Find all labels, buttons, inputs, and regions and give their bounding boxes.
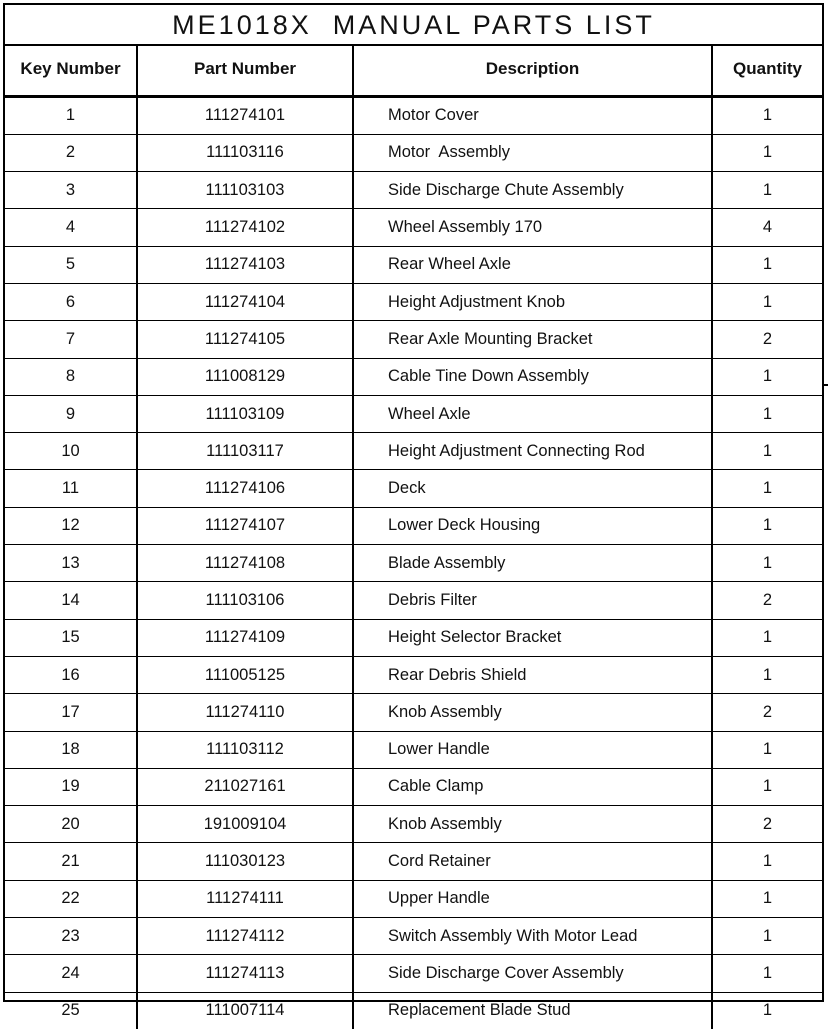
part-number-cell: 111008129 <box>137 358 353 395</box>
part-number-cell: 191009104 <box>137 806 353 843</box>
description-cell: Motor Cover <box>353 96 712 134</box>
part-number-cell: 111103117 <box>137 433 353 470</box>
key-number-cell: 25 <box>61 1001 80 1020</box>
part-number-cell: 111274105 <box>137 321 353 358</box>
key-number-cell: 15 <box>5 619 137 656</box>
table-row <box>5 358 822 395</box>
key-number-cell: 6 <box>5 283 137 320</box>
table-row <box>5 395 822 432</box>
key-number-cell: 23 <box>5 918 137 955</box>
key-number-cell: 1 <box>5 96 137 134</box>
table-row <box>5 806 822 843</box>
column-header-description: Description <box>353 46 712 96</box>
key-number-cell: 24 <box>5 955 137 992</box>
description-cell: Deck <box>353 470 712 507</box>
quantity-cell: 1 <box>712 134 822 171</box>
table-row <box>5 209 822 246</box>
description-cell: Knob Assembly <box>353 806 712 843</box>
key-number-cell: 17 <box>5 694 137 731</box>
table-row <box>5 656 822 693</box>
description-cell: Upper Handle <box>353 880 712 917</box>
quantity-cell: 1 <box>712 283 822 320</box>
quantity-cell: 4 <box>712 209 822 246</box>
table-row <box>5 880 822 917</box>
table-row <box>5 545 822 582</box>
quantity-cell: 1 <box>712 395 822 432</box>
part-number-cell: 111274106 <box>137 470 353 507</box>
key-number-cell: 19 <box>5 768 137 805</box>
description-cell: Switch Assembly With Motor Lead <box>353 918 712 955</box>
key-number-cell: 22 <box>5 880 137 917</box>
description-cell: Height Adjustment Connecting Rod <box>353 433 712 470</box>
part-number-cell: 111103103 <box>137 172 353 209</box>
part-number-cell: 111274102 <box>137 209 353 246</box>
quantity-cell: 1 <box>712 96 822 134</box>
table-row <box>5 96 822 134</box>
description-cell: Side Discharge Chute Assembly <box>353 172 712 209</box>
part-number-cell: 111274107 <box>137 507 353 544</box>
part-number-cell: 111103106 <box>137 582 353 619</box>
page-title: ME1018X MANUAL PARTS LIST <box>5 5 822 46</box>
key-number-cell: 20 <box>5 806 137 843</box>
quantity-cell: 1 <box>712 172 822 209</box>
description-cell: Motor Assembly <box>353 134 712 171</box>
description-cell: Height Selector Bracket <box>353 619 712 656</box>
table-row <box>5 768 822 805</box>
part-number-cell: 111274104 <box>137 283 353 320</box>
part-number-cell: 111274108 <box>137 545 353 582</box>
key-number-cell: 4 <box>5 209 137 246</box>
quantity-cell: 1 <box>712 358 822 395</box>
description-cell: Rear Debris Shield <box>353 656 712 693</box>
description-cell: Blade Assembly <box>353 545 712 582</box>
key-number-cell: 13 <box>5 545 137 582</box>
part-number-cell: 111030123 <box>137 843 353 880</box>
key-number-cell: 2 <box>5 134 137 171</box>
table-row <box>5 507 822 544</box>
part-number-cell: 111274113 <box>137 955 353 992</box>
part-number-cell: 111274111 <box>137 880 353 917</box>
description-cell: Debris Filter <box>353 582 712 619</box>
description-cell: Cable Clamp <box>353 768 712 805</box>
table-row <box>5 582 822 619</box>
table-row <box>5 731 822 768</box>
key-number-cell: 11 <box>5 470 137 507</box>
table-row <box>5 619 822 656</box>
table-row <box>5 470 822 507</box>
column-header-part-number: Part Number <box>137 46 353 96</box>
table-row <box>5 433 822 470</box>
description-cell: Replacement Blade Stud <box>353 992 712 1029</box>
key-number-cell: 3 <box>5 172 137 209</box>
edge-mark <box>824 384 828 386</box>
column-header-key-number: Key Number <box>5 46 137 96</box>
key-number-cell: 7 <box>5 321 137 358</box>
quantity-cell: 2 <box>712 321 822 358</box>
quantity-cell: 2 <box>712 806 822 843</box>
part-number-cell: 111103112 <box>137 731 353 768</box>
quantity-cell: 1 <box>712 992 822 1029</box>
key-number-cell: 12 <box>5 507 137 544</box>
part-number-cell: 111274110 <box>137 694 353 731</box>
key-number-cell: 5 <box>5 246 137 283</box>
table-row <box>5 955 822 992</box>
part-number-cell: 211027161 <box>137 768 353 805</box>
parts-table <box>5 46 822 1029</box>
key-number-cell: 14 <box>5 582 137 619</box>
description-cell: Lower Deck Housing <box>353 507 712 544</box>
part-number-cell: 111274109 <box>137 619 353 656</box>
quantity-cell: 1 <box>712 433 822 470</box>
description-cell: Wheel Assembly 170 <box>353 209 712 246</box>
quantity-cell: 1 <box>712 507 822 544</box>
quantity-cell: 1 <box>712 918 822 955</box>
quantity-cell: 1 <box>712 955 822 992</box>
table-row <box>5 246 822 283</box>
table-row <box>5 321 822 358</box>
table-row <box>5 283 822 320</box>
key-number-cell: 10 <box>5 433 137 470</box>
part-number-cell: 111005125 <box>137 656 353 693</box>
part-number-cell: 111274101 <box>137 96 353 134</box>
description-cell: Rear Axle Mounting Bracket <box>353 321 712 358</box>
description-cell: Height Adjustment Knob <box>353 283 712 320</box>
quantity-cell: 1 <box>712 246 822 283</box>
table-row <box>5 694 822 731</box>
part-number-cell: 111103116 <box>137 134 353 171</box>
table-row <box>5 843 822 880</box>
table-row <box>5 134 822 171</box>
description-cell: Cable Tine Down Assembly <box>353 358 712 395</box>
description-cell: Knob Assembly <box>353 694 712 731</box>
quantity-cell: 2 <box>712 582 822 619</box>
quantity-cell: 1 <box>712 656 822 693</box>
column-header-quantity: Quantity <box>712 46 822 96</box>
quantity-cell: 1 <box>712 470 822 507</box>
key-number-cell: 9 <box>5 395 137 432</box>
description-cell: Lower Handle <box>353 731 712 768</box>
quantity-cell: 1 <box>712 880 822 917</box>
table-row <box>5 992 822 1029</box>
header-row <box>5 46 822 96</box>
part-number-cell: 111274112 <box>137 918 353 955</box>
key-number-cell: 16 <box>5 656 137 693</box>
description-cell: Wheel Axle <box>353 395 712 432</box>
quantity-cell: 1 <box>712 545 822 582</box>
part-number-cell: 111103109 <box>137 395 353 432</box>
quantity-cell: 1 <box>712 768 822 805</box>
part-number-cell: 111274103 <box>137 246 353 283</box>
quantity-cell: 1 <box>712 843 822 880</box>
description-cell: Side Discharge Cover Assembly <box>353 955 712 992</box>
quantity-cell: 1 <box>712 731 822 768</box>
parts-list-sheet <box>3 3 824 1020</box>
quantity-cell: 1 <box>712 619 822 656</box>
part-number-cell: 111007114 <box>137 992 353 1029</box>
key-number-cell: 18 <box>5 731 137 768</box>
key-number-cell: 21 <box>5 843 137 880</box>
table-row <box>5 172 822 209</box>
quantity-cell: 2 <box>712 694 822 731</box>
table-row <box>5 918 822 955</box>
description-cell: Rear Wheel Axle <box>353 246 712 283</box>
description-cell: Cord Retainer <box>353 843 712 880</box>
key-number-cell: 8 <box>5 358 137 395</box>
